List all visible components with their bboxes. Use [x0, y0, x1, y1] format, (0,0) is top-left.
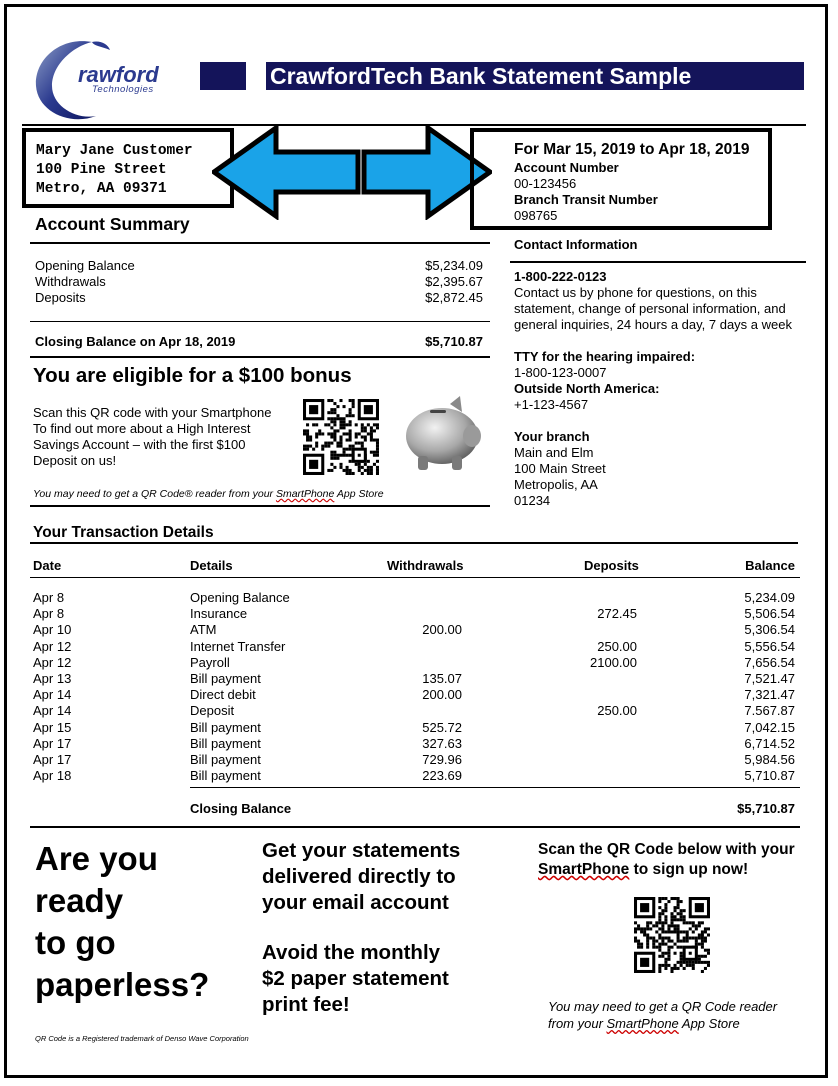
customer-city: Metro, AA 09371	[36, 181, 167, 197]
tx-deposit: 2100.00	[590, 654, 637, 670]
bonus-line-4: Deposit on us!	[33, 453, 117, 468]
customer-address-box	[22, 128, 234, 208]
transactions-closing-label: Closing Balance	[190, 801, 292, 816]
contact-block	[514, 269, 792, 509]
piggy-bank-icon	[400, 390, 486, 476]
tx-date: Apr 18	[33, 768, 72, 784]
signup-note-line-1: You may need to get a QR Code reader	[548, 999, 778, 1014]
paperless-line-1: Are you	[35, 840, 158, 877]
tx-date: Apr 8	[33, 590, 65, 605]
signup-smartphone: SmartPhone	[538, 861, 630, 878]
tx-date: Apr 14	[33, 687, 72, 703]
fee-line-1: Avoid the monthly	[262, 941, 441, 964]
bonus-line-1: Scan this QR code with your Smartphone	[33, 405, 272, 420]
bonus-line-2: To find out more about a High Interest	[33, 421, 251, 436]
summary-withdrawals-value: $2,395.67	[425, 274, 483, 289]
tx-details: Bill payment	[190, 671, 261, 686]
tx-balance: 7,042.15	[744, 719, 795, 735]
tx-balance: 7,521.47	[744, 671, 795, 686]
promo-top-rule	[30, 826, 800, 828]
tx-withdrawal: 525.72	[422, 719, 462, 735]
summary-deposits-label: Deposits	[35, 290, 86, 305]
outside-na-label: Outside North America:	[514, 381, 660, 396]
signup-line-2: to sign up now!	[629, 861, 749, 878]
tx-details: Payroll	[190, 654, 230, 670]
branch-line-4: 01234	[514, 493, 551, 508]
statement-period: For Mar 15, 2019 to Apr 18, 2019	[514, 141, 750, 158]
summary-opening-value: $5,234.09	[425, 258, 483, 273]
page-title	[266, 62, 804, 90]
tx-details: Internet Transfer	[190, 638, 286, 654]
tx-deposit: 272.45	[597, 606, 637, 622]
branch-transit-number: 098765	[514, 208, 558, 223]
signup-note-post: App Store	[678, 1016, 740, 1031]
bonus-note-suffix: App Store	[334, 488, 384, 500]
branch-line-2: 100 Main Street	[514, 461, 606, 476]
tx-withdrawal: 200.00	[422, 687, 462, 703]
contact-desc-1: Contact us by phone for questions, on this	[514, 285, 757, 300]
branch-line-3: Metropolis, AA	[514, 477, 598, 492]
tx-withdrawal: 223.69	[422, 768, 462, 784]
tx-details: Direct debit	[190, 687, 256, 703]
contact-rule	[510, 261, 806, 263]
col-header-withdrawals: Withdrawals	[387, 558, 464, 573]
tx-balance: 6,714.52	[744, 735, 795, 751]
summary-deposits-value: $2,872.45	[425, 290, 483, 305]
tx-date: Apr 8	[33, 606, 65, 622]
fee-line-2: $2 paper statement	[262, 967, 449, 990]
transactions-title: Your Transaction Details	[33, 524, 214, 541]
summary-mid-rule	[30, 321, 490, 322]
bonus-description	[33, 405, 271, 469]
title-accent-block	[200, 62, 246, 90]
tx-balance: 7,656.54	[744, 654, 795, 670]
tx-details: Bill payment	[190, 768, 261, 784]
bonus-note-smartphone: SmartPhone	[275, 488, 335, 500]
summary-withdrawals-label: Withdrawals	[35, 274, 106, 289]
tx-balance: 5,984.56	[744, 752, 795, 767]
summary-opening-label: Opening Balance	[35, 258, 135, 273]
tx-withdrawal: 135.07	[422, 671, 462, 686]
paperless-line-4: paperless?	[35, 966, 210, 1003]
paperless-headline	[35, 838, 209, 1006]
col-header-details: Details	[190, 558, 233, 573]
tx-date: Apr 12	[33, 638, 72, 654]
contact-desc-2: statement, change of personal information, and	[514, 301, 786, 316]
logo-wordmark: rawford	[78, 62, 159, 87]
page-title-text: CrawfordTech Bank Statement Sample	[270, 63, 692, 89]
account-number-label: Account Number	[514, 160, 619, 175]
summary-closing-value: $5,710.87	[425, 334, 483, 349]
branch-line-1: Main and Elm	[514, 445, 594, 460]
branch-transit-label: Branch Transit Number	[514, 192, 658, 207]
estatement-line-1: Get your statements	[262, 839, 461, 862]
tx-details: Bill payment	[190, 719, 261, 735]
paperless-line-2: ready	[35, 882, 124, 919]
bonus-bottom-rule	[30, 505, 490, 507]
tty-number[interactable]: 1-800-123-0007	[514, 365, 607, 380]
qr-trademark-note: QR Code is a Registered trademark of Denso Wave Corporation	[35, 1034, 249, 1043]
tx-date: Apr 14	[33, 703, 72, 719]
tx-details: Bill payment	[190, 752, 261, 767]
tx-details: Bill payment	[190, 735, 261, 751]
transactions-top-rule	[30, 542, 798, 544]
transactions-header-rule	[30, 577, 800, 578]
summary-top-rule	[30, 242, 490, 244]
account-info-box	[470, 128, 772, 230]
paperless-line-3: to go	[35, 924, 116, 961]
account-number: 00-123456	[514, 176, 577, 191]
contact-phone[interactable]: 1-800-222-0123	[514, 269, 607, 284]
transactions-closing-rule	[190, 787, 800, 788]
bonus-qr-code-icon[interactable]	[303, 399, 379, 475]
tx-date: Apr 17	[33, 735, 72, 751]
outside-na-number[interactable]: +1-123-4567	[514, 397, 589, 412]
tx-withdrawal: 327.63	[422, 735, 462, 751]
tty-label: TTY for the hearing impaired:	[514, 349, 696, 364]
tx-balance: 7.567.87	[744, 703, 795, 719]
col-header-deposits: Deposits	[584, 558, 639, 573]
signup-qr-note	[548, 998, 777, 1032]
tx-deposit: 250.00	[597, 638, 637, 654]
signup-qr-code-icon[interactable]	[634, 897, 710, 973]
customer-name: Mary Jane Customer	[36, 143, 193, 159]
tx-withdrawal: 729.96	[422, 752, 462, 767]
col-header-date: Date	[33, 558, 62, 573]
signup-note-pre: from your	[548, 1016, 607, 1031]
account-summary-title: Account Summary	[35, 214, 190, 234]
tx-withdrawal: 200.00	[422, 622, 462, 638]
tx-balance: 7,321.47	[744, 687, 795, 703]
transactions-closing-value: $5,710.87	[737, 801, 795, 816]
contact-title: Contact Information	[514, 237, 638, 252]
bonus-note-text: You may need to get a QR Code® reader from your	[33, 488, 276, 500]
tx-balance: 5,306.54	[744, 622, 795, 638]
tx-balance: 5,710.87	[744, 768, 795, 784]
tx-balance: 5,506.54	[744, 606, 795, 622]
tx-details: Opening Balance	[190, 590, 290, 605]
estatement-line-3: your email account	[262, 891, 449, 914]
estatement-line-2: delivered directly to	[262, 865, 456, 888]
callout-arrows-icon	[212, 124, 492, 220]
bonus-title: You are eligible for a $100 bonus	[33, 364, 352, 387]
tx-details: ATM	[190, 622, 217, 638]
tx-date: Apr 10	[33, 622, 72, 638]
estatement-promo	[262, 838, 460, 1018]
signup-line-1: Scan the QR Code below with your	[538, 841, 795, 858]
signup-cta	[538, 840, 795, 880]
tx-date: Apr 17	[33, 752, 72, 767]
tx-balance: 5,234.09	[744, 590, 795, 605]
crawford-logo	[30, 34, 158, 124]
signup-note-smartphone: SmartPhone	[606, 1016, 679, 1031]
branch-label: Your branch	[514, 429, 590, 444]
tx-details: Deposit	[190, 703, 235, 719]
bonus-line-3: Savings Account – with the first $100	[33, 437, 246, 452]
customer-street: 100 Pine Street	[36, 162, 167, 178]
tx-details: Insurance	[190, 606, 248, 622]
contact-desc-3: general inquiries, 24 hours a day, 7 days a week	[514, 317, 792, 332]
fee-line-3: print fee!	[262, 993, 350, 1016]
bonus-qr-note	[33, 488, 384, 500]
tx-balance: 5,556.54	[744, 638, 795, 654]
tx-deposit: 250.00	[597, 703, 637, 719]
tx-date: Apr 12	[33, 654, 72, 670]
tx-date: Apr 15	[33, 719, 72, 735]
col-header-balance: Balance	[745, 558, 795, 573]
summary-bottom-rule	[30, 356, 490, 358]
summary-closing-label: Closing Balance on Apr 18, 2019	[35, 334, 236, 349]
tx-date: Apr 13	[33, 671, 72, 686]
logo-tagline: Technologies	[92, 84, 154, 95]
